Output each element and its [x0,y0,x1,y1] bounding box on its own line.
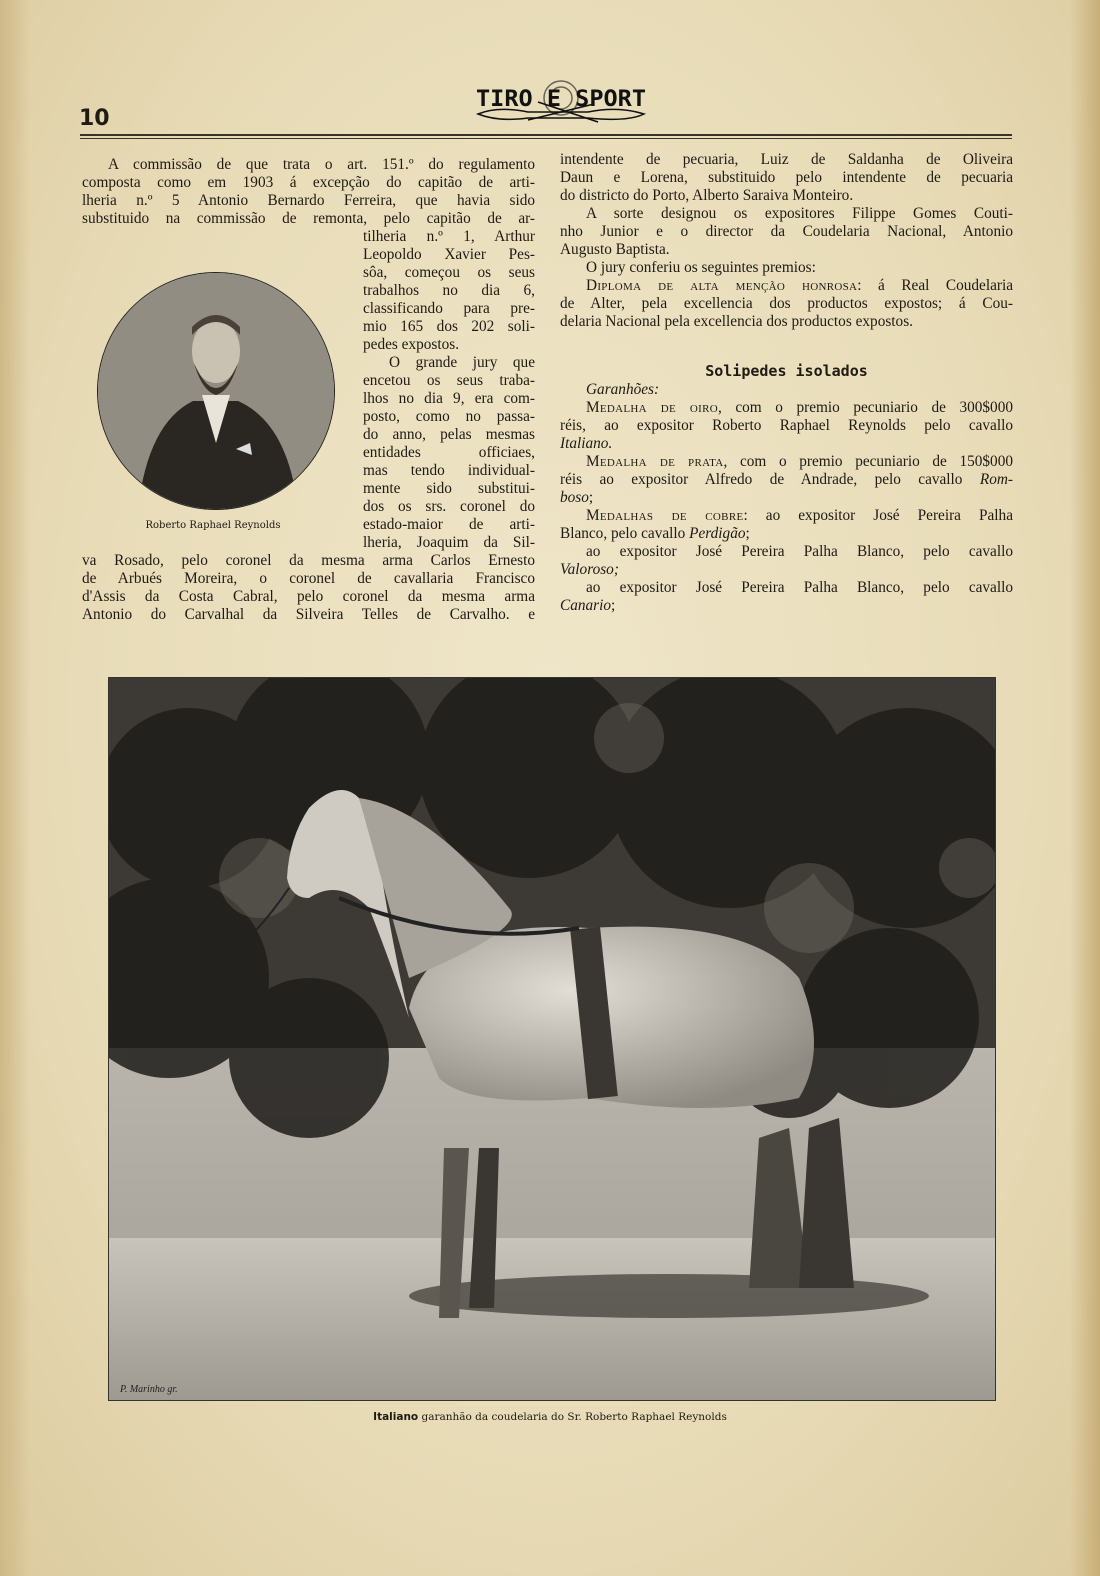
italic-text: boso [560,489,589,506]
text-run: dos os srs. coronel do [363,498,535,515]
text-line [363,516,535,534]
text-run: intendente de pecuaria, Luiz de Saldanha de Oliveira [560,151,1013,168]
text-line [363,480,535,498]
text-run: O grande jury que [389,354,535,371]
text-line [560,313,1013,331]
text-run: : á Real Coudelaria [857,277,1014,294]
text-run: delaria Nacional pela excellencia dos productos expostos. [560,313,913,330]
text-line [82,570,535,588]
text-run: lheria n.º 5 Antonio Bernardo Ferreira, que havia sido [82,192,535,209]
right-column-top [560,151,1013,331]
text-line [560,241,1013,259]
text-line [560,453,1013,471]
text-line [560,151,1013,169]
text-line [560,507,1013,525]
text-run: substituido na commissão de remonta, pelo capitão de ar- [82,210,535,227]
text-run: mente sido substitui- [363,480,535,497]
text-line [363,426,535,444]
text-run: ; [588,489,594,506]
horse-photograph [108,677,996,1401]
text-run: ao expositor José Pereira Palha Blanco, pelo cavallo [586,543,1013,560]
text-line [363,228,535,246]
text-run: de Alter, pela excellencia dos productos expostos; á Cou- [560,295,1013,312]
text-run: do anno, pelas mesmas [363,426,535,443]
text-line [363,264,535,282]
photo-caption-title: Italiano [373,1411,419,1423]
text-run: encetou os seus traba- [363,372,535,389]
text-line [82,192,535,210]
text-line [363,354,535,372]
italic-text: Canario [560,597,611,614]
text-line [560,471,1013,489]
text-run: d'Assis da Costa Cabral, pelo coronel da mesma arma [82,588,535,605]
photo-caption-text: garanhão da coudelaria do Sr. Roberto Raphael Reynolds [418,1411,727,1423]
text-run: Daun e Lorena, substituido pelo intendente de pecuaria [560,169,1013,186]
text-run: , com o premio pecuniario de 150$000 [723,453,1013,470]
text-run: pedes expostos. [363,336,460,353]
header-rule-bottom [80,138,1012,139]
italic-text: Rom- [979,471,1013,488]
text-run: tilheria n.º 1, Arthur [363,228,535,245]
text-line [363,444,535,462]
section-heading: Solipedes isolados [705,362,868,380]
text-run: de Arbués Moreira, o coronel de cavallaria Francisco [82,570,535,587]
text-line [82,156,535,174]
header-rule-top [80,134,1012,136]
page-edge-right [1070,0,1100,1576]
text-run: ; [745,525,750,542]
italic-text: Garanhões: [586,381,660,398]
text-run: mio 165 dos 202 soli- [363,318,535,335]
text-line [82,210,535,228]
award-name: Medalhas de cobre [586,507,744,524]
text-run: Blanco, pelo cavallo [560,525,690,542]
text-run: trabalhos no dia 6, [363,282,535,299]
portrait-photo [97,272,335,510]
text-line [560,561,1013,579]
italic-text: Perdigão [689,525,746,542]
text-line [363,336,535,354]
text-line [82,552,535,570]
text-line [560,381,1013,399]
text-line [560,525,1013,543]
text-line [560,295,1013,313]
text-line [560,543,1013,561]
text-line [82,606,535,624]
text-line [363,246,535,264]
portrait-caption: Roberto Raphael Reynolds [145,520,281,531]
text-run: Augusto Baptista. [560,241,670,258]
text-line [82,174,535,192]
text-line [560,489,1013,507]
text-run: entidades officiaes, [363,444,535,461]
text-line [560,399,1013,417]
text-line [560,277,1013,295]
text-line [560,205,1013,223]
text-run: , com o premio pecuniario de 300$000 [717,399,1013,416]
text-line [363,390,535,408]
text-line [560,169,1013,187]
text-run: ; [611,597,616,614]
text-line [560,435,1013,453]
text-line [363,534,535,552]
text-line [363,462,535,480]
text-run: lhos no dia 9, era com- [363,390,535,407]
text-run: do districto do Porto, Alberto Saraiva Monteiro. [560,187,854,204]
text-run: lheria, Joaquim da Sil- [363,534,535,551]
text-run: classificando para pre- [363,300,535,317]
photo-caption [0,1411,1100,1423]
text-run: O jury conferiu os seguintes premios: [586,259,816,276]
page-number: 10 [79,106,110,131]
text-line [363,408,535,426]
text-run: composta como em 1903 á excepção do capitão de arti- [82,174,535,191]
text-line [560,417,1013,435]
text-run: réis ao expositor Alfredo de Andrade, pelo cavallo [560,471,980,488]
text-run: A sorte designou os expositores Filippe Gomes Couti- [586,205,1013,222]
award-name: Medalha de prata [586,453,724,470]
text-line [560,579,1013,597]
italic-text: Italiano. [560,435,613,452]
text-line [363,282,535,300]
text-line [560,187,1013,205]
text-run: posto, como no passa- [363,408,535,425]
page-edge-left [0,0,30,1576]
text-run: mas tendo individual- [363,462,535,479]
award-name: Diploma de alta menção honrosa [586,277,858,294]
masthead-title: TIRO E SPORT [476,87,646,112]
text-line [363,300,535,318]
text-line [363,498,535,516]
text-run: Leopoldo Xavier Pes- [363,246,535,263]
text-run: A commissão de que trata o art. 151.º do regulamento [108,156,535,173]
text-line [82,588,535,606]
text-line [560,223,1013,241]
text-line [363,372,535,390]
text-run: nho Junior e o director da Coudelaria Nacional, Antonio [560,223,1013,240]
text-run: va Rosado, pelo coronel da mesma arma Carlos Ernesto [82,552,535,569]
text-run: Antonio do Carvalhal da Silveira Telles de Carvalho. e [82,606,535,623]
text-line [560,597,1013,615]
text-run: ao expositor José Pereira Palha Blanco, pelo cavallo [586,579,1013,596]
italic-text: Valoroso; [560,561,619,578]
text-run: : ao expositor José Pereira Palha [743,507,1013,524]
masthead-logo [468,76,654,126]
engraver-signature: P. Marinho gr. [120,1384,178,1395]
text-run: réis, ao expositor Roberto Raphael Reynolds pelo cavallo [560,417,1013,434]
text-line [363,318,535,336]
text-run: sôa, começou os seus [363,264,535,281]
right-column-awards [560,381,1013,615]
text-run: estado-maior de arti- [363,516,535,533]
award-name: Medalha de oiro [586,399,718,416]
text-line [560,259,1013,277]
